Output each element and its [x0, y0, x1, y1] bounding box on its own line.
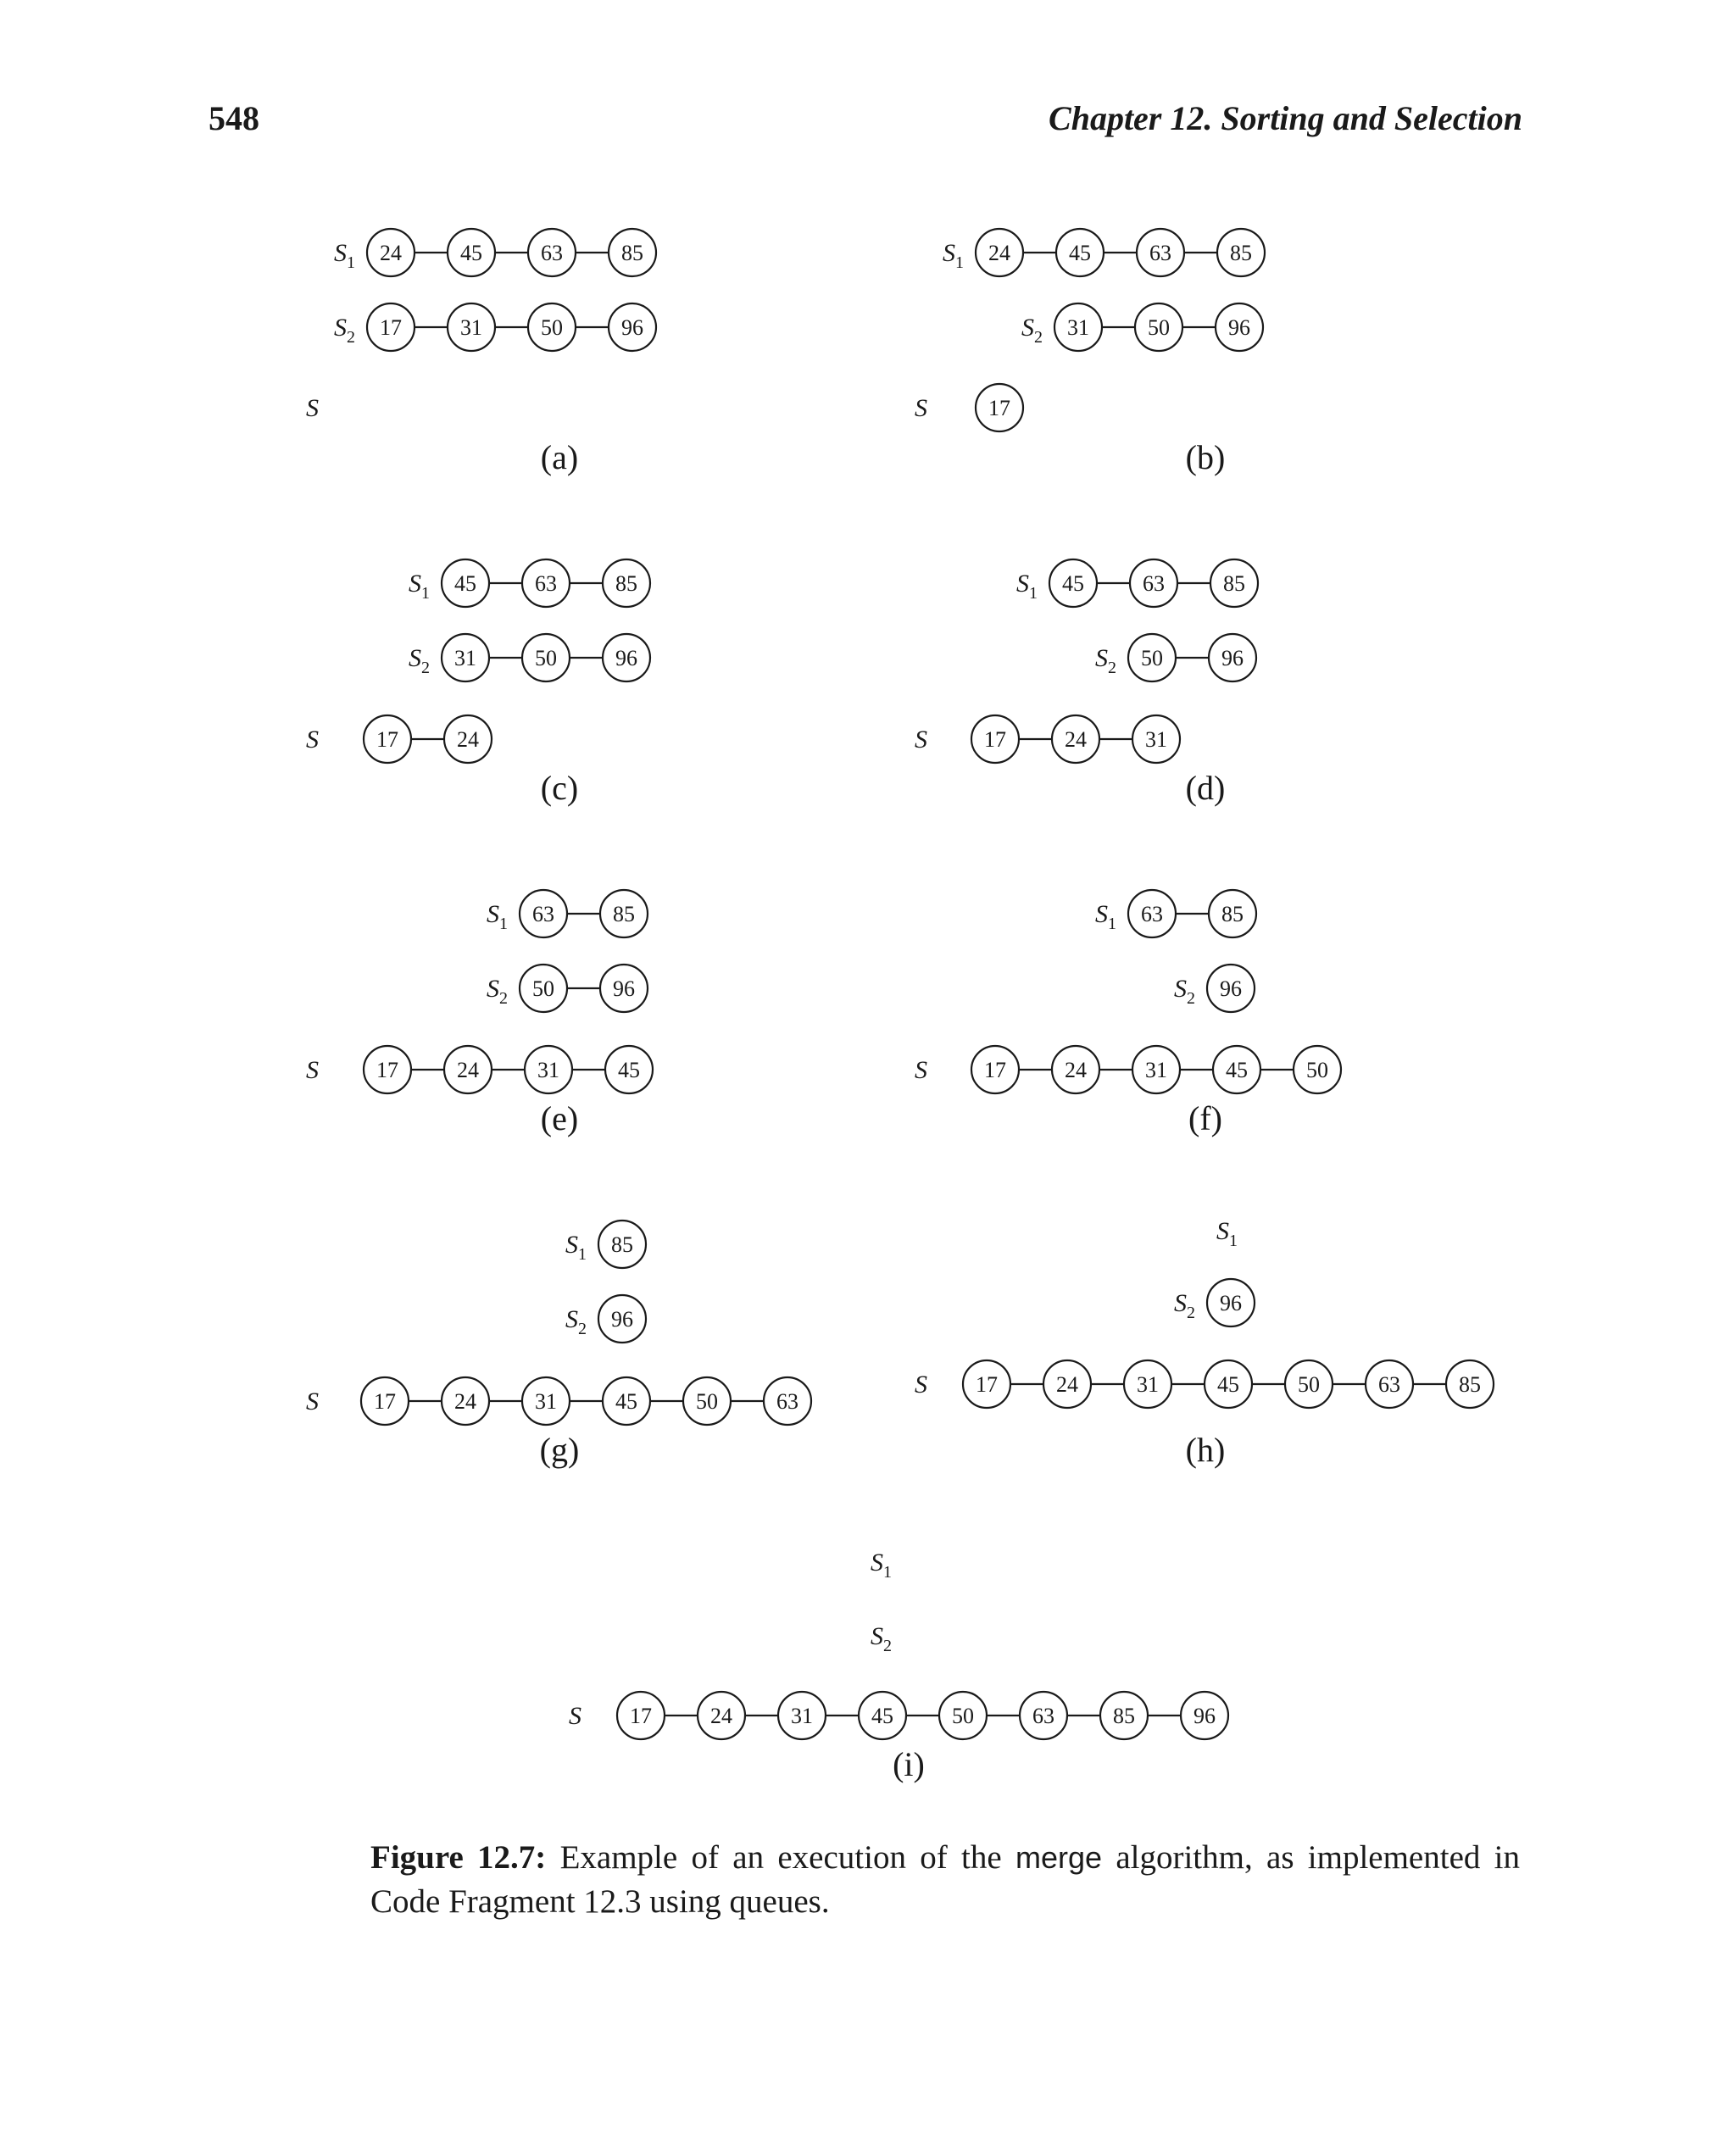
node-value: 17: [988, 396, 1010, 420]
node-value: 45: [1069, 241, 1091, 265]
sequence-s-node: [603, 1377, 650, 1425]
sequence-s2-node: [1128, 634, 1176, 681]
node-value: 17: [374, 1389, 396, 1414]
panel-label: (c): [540, 769, 579, 807]
node-value: 17: [984, 1058, 1006, 1082]
node-value: 50: [535, 646, 557, 670]
label-s2: [871, 1622, 892, 1655]
node-value: 96: [621, 315, 643, 340]
node-value: 31: [535, 1389, 557, 1414]
node-value: 96: [613, 976, 635, 1001]
node-value: 24: [457, 727, 479, 752]
sequence-s-node: [1124, 1360, 1171, 1408]
node-value: 24: [380, 241, 402, 265]
label-s1-letter: S: [487, 900, 499, 928]
node-value: 96: [611, 1307, 633, 1332]
label-s1-index: 1: [1229, 1232, 1238, 1250]
node-value: 45: [618, 1058, 640, 1082]
sequence-s1-node: [528, 229, 576, 276]
label-s1: [871, 1549, 892, 1582]
sequence-s-node: [963, 1360, 1010, 1408]
node-value: 96: [1220, 1291, 1242, 1315]
node-value: 31: [537, 1058, 559, 1082]
label-s2-letter: S: [1021, 314, 1034, 342]
label-s-letter: S: [306, 1056, 319, 1084]
node-value: 31: [791, 1704, 813, 1728]
label-s1-index: 1: [883, 1563, 892, 1582]
node-value: 17: [376, 727, 398, 752]
sequence-s2-node: [600, 965, 648, 1012]
node-value: 17: [976, 1372, 998, 1397]
node-value: 31: [1145, 727, 1167, 752]
label-s1-index: 1: [578, 1245, 587, 1264]
panel-label: (d): [1185, 769, 1226, 807]
label-s1: [1216, 1217, 1238, 1250]
sequence-s-node: [1052, 1046, 1099, 1093]
sequence-s-node: [1100, 1692, 1148, 1739]
label-s1-index: 1: [1029, 584, 1038, 603]
label-s: [306, 1387, 319, 1415]
label-s1-letter: S: [1216, 1217, 1229, 1245]
label-s1-letter: S: [1095, 900, 1108, 928]
label-s1-index: 1: [1108, 915, 1116, 933]
node-value: 24: [988, 241, 1010, 265]
node-value: 96: [1194, 1704, 1216, 1728]
sequence-s-node: [939, 1692, 987, 1739]
sequence-s2-node: [522, 634, 570, 681]
sequence-s1-node: [1049, 559, 1097, 607]
label-s-letter: S: [915, 394, 927, 422]
node-value: 24: [1056, 1372, 1078, 1397]
label-s-letter: S: [306, 1387, 319, 1415]
node-value: 63: [1378, 1372, 1400, 1397]
label-s1: [1095, 900, 1116, 933]
node-value: 17: [376, 1058, 398, 1082]
node-value: 85: [1230, 241, 1252, 265]
sequence-s2-node: [1054, 303, 1102, 351]
label-s2: [1174, 975, 1195, 1008]
sequence-s-node: [1285, 1360, 1333, 1408]
sequence-s1-node: [976, 229, 1023, 276]
running-title: Chapter 12. Sorting and Selection: [1049, 99, 1522, 137]
panel-label: (e): [540, 1099, 579, 1137]
node-value: 63: [532, 902, 554, 926]
node-value: 96: [1220, 976, 1242, 1001]
panel-label: (f): [1188, 1099, 1222, 1137]
label-s2-letter: S: [409, 644, 421, 672]
sequence-s-node: [1446, 1360, 1494, 1408]
node-value: 45: [1217, 1372, 1239, 1397]
node-value: 85: [615, 571, 637, 596]
panel-d: [915, 559, 1258, 807]
sequence-s2-node: [520, 965, 567, 1012]
label-s: [915, 1056, 927, 1084]
sequence-s-node: [442, 1377, 489, 1425]
node-value: 63: [1141, 902, 1163, 926]
node-value: 50: [1148, 315, 1170, 340]
node-value: 85: [1459, 1372, 1481, 1397]
label-s1-letter: S: [409, 570, 421, 598]
sequence-s-node: [605, 1046, 653, 1093]
sequence-s1-node: [367, 229, 415, 276]
sequence-s-node: [971, 1046, 1019, 1093]
label-s: [569, 1702, 581, 1730]
node-value: 63: [1149, 241, 1171, 265]
label-s2: [565, 1305, 587, 1338]
label-s: [306, 394, 319, 422]
node-value: 85: [611, 1232, 633, 1257]
label-s2-letter: S: [487, 975, 499, 1003]
label-s1: [334, 239, 355, 272]
sequence-s-node: [1205, 1360, 1252, 1408]
sequence-s-node: [859, 1692, 906, 1739]
figure-caption: [370, 1836, 1520, 1924]
panel-label: (a): [540, 438, 579, 476]
label-s1-letter: S: [1016, 570, 1029, 598]
panel-g: [306, 1221, 811, 1469]
label-s: [306, 1056, 319, 1084]
node-value: 45: [871, 1704, 893, 1728]
label-s1: [409, 570, 430, 603]
label-s1-letter: S: [943, 239, 955, 267]
label-s1-index: 1: [421, 584, 430, 603]
node-value: 96: [615, 646, 637, 670]
sequence-s-node: [525, 1046, 572, 1093]
label-s2-index: 2: [1187, 989, 1195, 1008]
sequence-s-node: [778, 1692, 826, 1739]
label-s2-letter: S: [1174, 975, 1187, 1003]
label-s-letter: S: [569, 1702, 581, 1730]
panel-label: (g): [539, 1431, 580, 1469]
label-s2-index: 2: [1187, 1304, 1195, 1322]
label-s2-letter: S: [871, 1622, 883, 1650]
node-value: 50: [532, 976, 554, 1001]
node-value: 85: [1223, 571, 1245, 596]
node-value: 31: [460, 315, 482, 340]
panel-c: [306, 559, 650, 807]
node-value: 31: [1137, 1372, 1159, 1397]
label-s2-letter: S: [565, 1305, 578, 1333]
sequence-s1-node: [1137, 229, 1184, 276]
node-value: 96: [1221, 646, 1244, 670]
node-value: 63: [1143, 571, 1165, 596]
sequence-s-node: [971, 715, 1019, 763]
node-value: 24: [710, 1704, 732, 1728]
sequence-s1-node: [603, 559, 650, 607]
caption-text-after: algorithm, as implemented in Code Fragment 12.3 using queues.: [370, 1839, 1521, 1920]
sequence-s-node: [1181, 1692, 1228, 1739]
sequence-s1-node: [448, 229, 495, 276]
sequence-s2-node: [448, 303, 495, 351]
sequence-s2-node: [609, 303, 656, 351]
label-s1-index: 1: [499, 915, 508, 933]
label-s1-letter: S: [565, 1231, 578, 1259]
node-value: 63: [535, 571, 557, 596]
sequence-s1-node: [1130, 559, 1177, 607]
sequence-s1-node: [600, 890, 648, 937]
sequence-s-node: [976, 384, 1023, 431]
label-s2: [409, 644, 430, 677]
sequence-s2-node: [1216, 303, 1263, 351]
node-value: 31: [1145, 1058, 1167, 1082]
label-s2: [1174, 1289, 1195, 1322]
label-s1-letter: S: [871, 1549, 883, 1577]
node-value: 17: [984, 727, 1006, 752]
label-s2-letter: S: [1174, 1289, 1187, 1317]
sequence-s1-node: [520, 890, 567, 937]
label-s2-letter: S: [334, 314, 347, 342]
caption-text-before: Example of an execution of the: [559, 1839, 1002, 1876]
node-value: 85: [1113, 1704, 1135, 1728]
panel-label: (b): [1185, 438, 1226, 476]
label-s2: [1095, 644, 1116, 677]
label-s1: [1016, 570, 1038, 603]
panel-b: [915, 229, 1265, 476]
node-value: 45: [454, 571, 476, 596]
label-s1: [487, 900, 508, 933]
sequence-s1-node: [1128, 890, 1176, 937]
sequence-s-node: [1132, 715, 1180, 763]
sequence-s1-node: [522, 559, 570, 607]
sequence-s2-node: [598, 1295, 646, 1343]
panel-f: [915, 890, 1341, 1137]
page-number: 548: [209, 99, 259, 137]
label-s: [915, 394, 927, 422]
sequence-s-node: [1052, 715, 1099, 763]
sequence-s-node: [444, 1046, 492, 1093]
sequence-s1-node: [1209, 890, 1256, 937]
label-s2: [1021, 314, 1043, 347]
node-value: 63: [541, 241, 563, 265]
sequence-s-node: [364, 715, 411, 763]
sequence-s1-node: [1217, 229, 1265, 276]
sequence-s1-node: [1056, 229, 1104, 276]
caption-label: Figure 12.7:: [370, 1839, 547, 1876]
label-s: [306, 726, 319, 754]
node-value: 50: [1306, 1058, 1328, 1082]
node-value: 50: [1141, 646, 1163, 670]
label-s-letter: S: [306, 726, 319, 754]
node-value: 63: [1032, 1704, 1054, 1728]
label-s1-index: 1: [955, 253, 964, 272]
label-s-letter: S: [915, 726, 927, 754]
node-value: 85: [1221, 902, 1244, 926]
sequence-s2-node: [603, 634, 650, 681]
node-value: 17: [380, 315, 402, 340]
sequence-s-node: [698, 1692, 745, 1739]
node-value: 45: [1226, 1058, 1248, 1082]
node-value: 24: [454, 1389, 476, 1414]
node-value: 45: [460, 241, 482, 265]
node-value: 85: [621, 241, 643, 265]
sequence-s2-node: [528, 303, 576, 351]
sequence-s-node: [522, 1377, 570, 1425]
label-s1: [943, 239, 964, 272]
node-value: 50: [1298, 1372, 1320, 1397]
label-s2-index: 2: [883, 1637, 892, 1655]
node-value: 50: [541, 315, 563, 340]
sequence-s2-node: [442, 634, 489, 681]
label-s2-index: 2: [1108, 659, 1116, 677]
node-value: 45: [1062, 571, 1084, 596]
sequence-s2-node: [367, 303, 415, 351]
node-value: 96: [1228, 315, 1250, 340]
label-s2-letter: S: [1095, 644, 1108, 672]
label-s-letter: S: [306, 394, 319, 422]
label-s2: [487, 975, 508, 1008]
node-value: 85: [613, 902, 635, 926]
sequence-s-node: [1294, 1046, 1341, 1093]
sequence-s1-node: [442, 559, 489, 607]
sequence-s1-node: [598, 1221, 646, 1268]
label-s2-index: 2: [347, 328, 355, 347]
label-s: [915, 1371, 927, 1399]
sequence-s-node: [361, 1377, 409, 1425]
label-s2-index: 2: [421, 659, 430, 677]
panel-h: [915, 1217, 1494, 1469]
sequence-s-node: [764, 1377, 811, 1425]
node-value: 63: [776, 1389, 798, 1414]
node-value: 50: [952, 1704, 974, 1728]
label-s-letter: S: [915, 1371, 927, 1399]
sequence-s2-node: [1207, 965, 1255, 1012]
panel-a: [306, 229, 656, 476]
sequence-s2-node: [1207, 1279, 1255, 1326]
label-s1-letter: S: [334, 239, 347, 267]
node-value: 24: [457, 1058, 479, 1082]
label-s-letter: S: [915, 1056, 927, 1084]
node-value: 24: [1065, 727, 1087, 752]
sequence-s-node: [1043, 1360, 1091, 1408]
sequence-s-node: [364, 1046, 411, 1093]
label-s2: [334, 314, 355, 347]
panel-i: [569, 1549, 1228, 1783]
panel-label: (h): [1185, 1431, 1226, 1469]
sequence-s2-node: [1135, 303, 1182, 351]
node-value: 45: [615, 1389, 637, 1414]
sequence-s2-node: [1209, 634, 1256, 681]
sequence-s-node: [444, 715, 492, 763]
label-s2-index: 2: [578, 1320, 587, 1338]
panel-label: (i): [893, 1745, 925, 1783]
label-s2-index: 2: [499, 989, 508, 1008]
panel-e: [306, 890, 653, 1137]
node-value: 31: [1067, 315, 1089, 340]
sequence-s-node: [617, 1692, 665, 1739]
node-value: 31: [454, 646, 476, 670]
sequence-s1-node: [1210, 559, 1258, 607]
sequence-s-node: [1366, 1360, 1413, 1408]
label-s2-index: 2: [1034, 328, 1043, 347]
sequence-s-node: [1020, 1692, 1067, 1739]
node-value: 50: [696, 1389, 718, 1414]
sequence-s-node: [1132, 1046, 1180, 1093]
node-value: 24: [1065, 1058, 1087, 1082]
sequence-s1-node: [609, 229, 656, 276]
sequence-s-node: [1213, 1046, 1260, 1093]
label-s1-index: 1: [347, 253, 355, 272]
sequence-s-node: [683, 1377, 731, 1425]
label-s: [915, 726, 927, 754]
caption-code-word: merge: [1015, 1840, 1103, 1875]
label-s1: [565, 1231, 587, 1264]
node-value: 17: [630, 1704, 652, 1728]
